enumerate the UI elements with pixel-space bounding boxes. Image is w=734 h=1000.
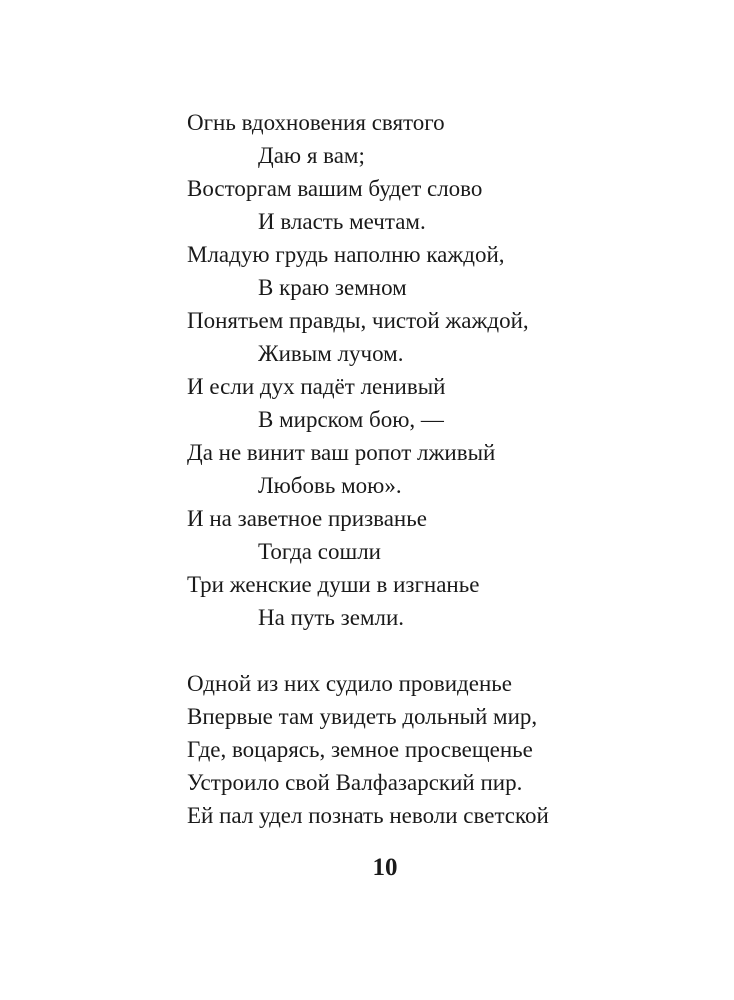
- poem-line: Устроило свой Валфазарский пир.: [187, 770, 523, 795]
- poem-line: Живым лучом.: [258, 341, 404, 366]
- poem-line: Понятьем правды, чистой жаждой,: [187, 308, 529, 333]
- poem-line: Огнь вдохновения святого: [187, 110, 445, 135]
- stanza-break: [187, 634, 549, 667]
- poem-line: На путь земли.: [258, 605, 405, 630]
- poem-line: Одной из них судило провиденье: [187, 671, 512, 696]
- poem-line: Восторгам вашим будет слово: [187, 176, 483, 201]
- poem-line: Тогда сошли: [258, 539, 381, 564]
- poem-line: Ей пал удел познать неволи светской: [187, 803, 549, 828]
- poem-line: Где, воцарясь, земное просвещенье: [187, 737, 533, 762]
- poem-line: Впервые там увидеть дольный мир,: [187, 704, 538, 729]
- poem-line: И на заветное призванье: [187, 506, 427, 531]
- poem-text: [187, 106, 549, 832]
- poem-line: Да не винит ваш ропот лживый: [187, 440, 496, 465]
- poem-line: Даю я вам;: [258, 143, 365, 168]
- page-number: 10: [372, 854, 398, 881]
- poem-line: В краю земном: [258, 275, 407, 300]
- poem-line: В мирском бою, —: [258, 407, 444, 432]
- poem-line: Младую грудь наполню каждой,: [187, 242, 505, 267]
- poem-line: Три женские души в изгнанье: [187, 572, 480, 597]
- poem-line: Любовь мою».: [258, 473, 402, 498]
- poem-line: И если дух падёт ленивый: [187, 374, 446, 399]
- poem-line: И власть мечтам.: [258, 209, 426, 234]
